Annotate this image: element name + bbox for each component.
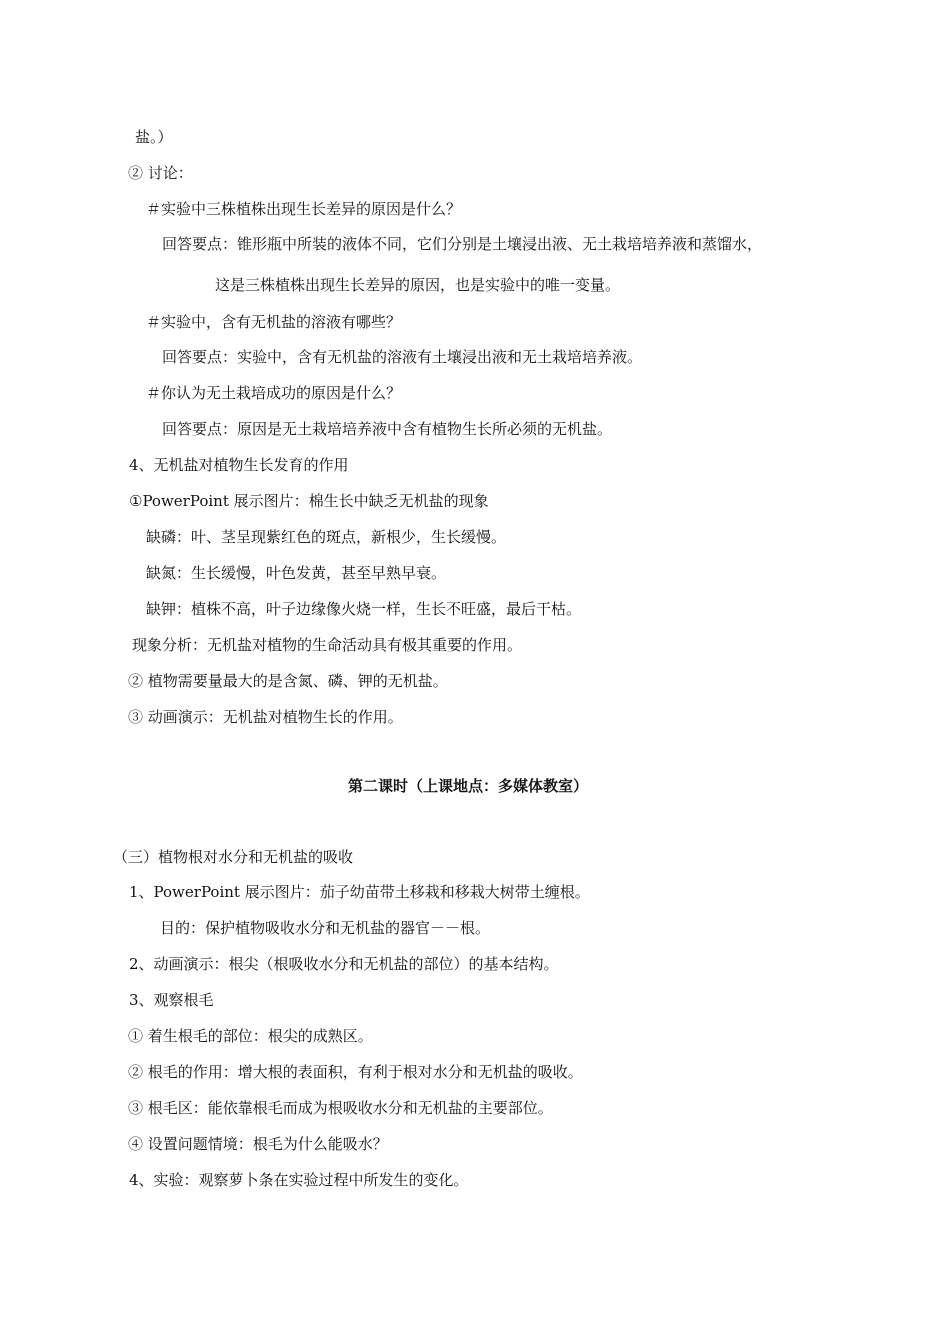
text-line-15: 现象分析：无机盐对植物的生命活动具有极其重要的作用。 xyxy=(132,636,523,654)
text-line-13: 缺氮：生长缓慢，叶色发黄，甚至早熟早衰。 xyxy=(146,564,447,582)
text-line-16: ② 植物需要量最大的是含氮、磷、钾的无机盐。 xyxy=(128,672,448,690)
text-line-24: ② 根毛的作用：增大根的表面积，有利于根对水分和无机盐的吸收。 xyxy=(128,1063,583,1081)
text-line-27: 4、实验：观察萝卜条在实验过程中所发生的变化。 xyxy=(129,1171,469,1189)
text-line-14: 缺钾：植株不高，叶子边缘像火烧一样，生长不旺盛，最后干枯。 xyxy=(146,600,582,618)
text-line-25: ③ 根毛区：能依靠根毛而成为根吸收水分和无机盐的主要部位。 xyxy=(128,1099,553,1117)
text-line-1: 盐。） xyxy=(135,128,173,146)
text-line-22: 3、观察根毛 xyxy=(129,991,214,1009)
text-line-4: 回答要点：锥形瓶中所装的液体不同，它们分别是土壤浸出液、无土栽培培养液和蒸馏水， xyxy=(162,235,763,253)
text-line-11: ①PowerPoint 展示图片：棉生长中缺乏无机盐的现象 xyxy=(129,492,489,510)
text-line-21: 2、动画演示：根尖（根吸收水分和无机盐的部位）的基本结构。 xyxy=(129,955,559,973)
text-line-26: ④ 设置问题情境：根毛为什么能吸水？ xyxy=(128,1135,388,1153)
text-line-10: 4、无机盐对植物生长发育的作用 xyxy=(129,456,349,474)
text-line-8: ＃你认为无土栽培成功的原因是什么？ xyxy=(146,384,402,402)
text-line-9: 回答要点：原因是无土栽培培养液中含有植物生长所必须的无机盐。 xyxy=(162,420,613,438)
text-line-17: ③ 动画演示：无机盐对植物生长的作用。 xyxy=(128,708,403,726)
text-line-2: ② 讨论： xyxy=(128,164,193,182)
text-line-3: ＃实验中三株植株出现生长差异的原因是什么？ xyxy=(146,200,462,218)
text-line-5: 这是三株植株出现生长差异的原因，也是实验中的唯一变量。 xyxy=(215,276,621,294)
text-line-7: 回答要点：实验中，含有无机盐的溶液有土壤浸出液和无土栽培培养液。 xyxy=(162,348,643,366)
text-line-18: （三）植物根对水分和无机盐的吸收 xyxy=(113,848,354,866)
text-line-20: 目的：保护植物吸收水分和无机盐的器官－－根。 xyxy=(160,919,491,937)
text-line-12: 缺磷：叶、茎呈现紫红色的斑点，新根少，生长缓慢。 xyxy=(146,528,507,546)
text-line-6: ＃实验中，含有无机盐的溶液有哪些？ xyxy=(146,313,402,331)
section-heading: 第二课时（上课地点：多媒体教室） xyxy=(348,777,589,795)
text-line-19: 1、PowerPoint 展示图片：茄子幼苗带土移栽和移栽大树带土缠根。 xyxy=(129,883,590,901)
text-line-23: ① 着生根毛的部位：根尖的成熟区。 xyxy=(128,1027,373,1045)
